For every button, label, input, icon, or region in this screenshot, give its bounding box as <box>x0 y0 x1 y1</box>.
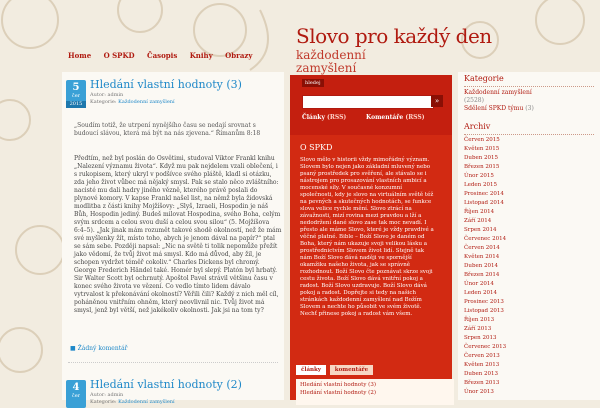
tab-articles[interactable]: články <box>296 365 326 375</box>
archive-item[interactable]: Květen 2015 <box>464 146 500 152</box>
search-badge: hledej <box>302 79 324 87</box>
post-date-year: 2015 <box>66 101 86 108</box>
main-content <box>62 72 284 405</box>
about-text: Slovo mělo v historii vždy mimořádný význam. Slovem bylo nejen jako základní mluvený nebo psaný prostředek pro svěření, ale stávalo se i nástrojem pro prosazování vlastních ambicí a mocenské síly. V současné konzumní společnosti, kdy je slovo na virtuálním světě též na pevných a skutečných hodnotách, se funkce slova velice rychle mění. Slovo ztrácí na závažnosti, mizí rovina mezi pravdou a lží a nedodržení dané slovo zase tak moc nevadí. I přesto ale máme Slovo, které je vždy pravdivé a věčné platné. Bible – Boží Slovo je daném od Boha, který nám ukazuje svoji velikou lásku a prostřednictvím Slovem život lidí. Stejně tak nám Boží Slovo dává naději ve spornější okamžiku našeho života, jak se správně rozhodnout. Boží Slovo čte poznávat skrze svoji cestu života. Boží Slovo dává vnitřní pokoj a radost. Boží Slovo uzdravuje. Boží Slovo dává pokoj a radost. Dopřejte si tedy na našich stránkách každodenní zamyšlení nad Božím Slovem a nechte ho působit ve svém životě. Nechť přinese pokoj a radost vám všem. <box>300 157 434 317</box>
rss-comments-suffix: (RSS) <box>405 114 425 121</box>
comments-link-label: Žádný komentář <box>77 345 128 352</box>
category-count: (3) <box>525 105 534 112</box>
post-title[interactable]: Hledání vlastní hodnoty (2) <box>90 378 242 391</box>
archive-item[interactable]: Duben 2013 <box>464 371 499 377</box>
archive-item[interactable]: Září 2013 <box>464 326 492 332</box>
category-item[interactable] <box>464 105 534 112</box>
archive-item[interactable]: Červen 2013 <box>464 353 500 359</box>
right-sidebar <box>458 72 600 400</box>
nav-o-spkd[interactable]: O SPKD <box>103 51 135 60</box>
site-title[interactable]: Slovo pro každý den <box>296 24 492 48</box>
archive-item[interactable]: Březen 2015 <box>464 164 500 170</box>
archive-item[interactable]: Červenec 2014 <box>464 236 507 242</box>
archive-item[interactable]: Únor 2015 <box>464 173 494 179</box>
archive-item[interactable]: Březen 2013 <box>464 380 500 386</box>
middle-panel <box>290 75 452 400</box>
rss-posts-label: Články <box>302 114 325 121</box>
search-button[interactable]: » <box>431 95 443 107</box>
post-date-badge <box>66 380 86 408</box>
archive-item[interactable]: Říjen 2014 <box>464 209 495 215</box>
site-description: každodenní zamyšlení <box>296 48 366 75</box>
archive-item[interactable]: Únor 2014 <box>464 281 494 287</box>
archive-item[interactable]: Listopad 2014 <box>464 200 504 206</box>
post-quote: „Soudím totiž, že utrpení nynějšího času se nedají srovnat s budoucí slávou, která má být na nás zjevena.“ Římanům 8:18 <box>74 122 261 137</box>
archive-item[interactable]: Červenec 2013 <box>464 344 507 350</box>
nav-home[interactable]: Home <box>68 51 92 60</box>
category-count: (2528) <box>464 97 484 104</box>
recent-posts-list <box>296 379 454 405</box>
archive-item[interactable]: Září 2014 <box>464 218 492 224</box>
rss-posts-link[interactable] <box>302 114 346 121</box>
category-name: Každodenní zamyšlení <box>464 89 532 96</box>
comments-link[interactable] <box>70 345 128 352</box>
list-item[interactable]: Hledání vlastní hodnoty (3) <box>300 382 376 388</box>
nav-knihy[interactable]: Knihy <box>189 51 213 60</box>
categories-heading: Kategorie <box>464 74 504 83</box>
rss-comments-label: Komentáře <box>366 114 404 121</box>
search-input[interactable] <box>302 95 434 109</box>
divider <box>464 134 594 135</box>
archive-item[interactable]: Říjen 2013 <box>464 317 495 323</box>
post-date-badge <box>66 80 86 108</box>
category-label: Kategorie: <box>90 399 117 405</box>
post-date-day: 5 <box>72 82 80 93</box>
rss-posts-suffix: (RSS) <box>327 114 347 121</box>
post-date-month: čer <box>71 93 81 99</box>
post-author: Autor: admin <box>90 392 124 398</box>
post-title[interactable]: Hledání vlastní hodnoty (3) <box>90 78 242 91</box>
archive-item[interactable]: Červen 2015 <box>464 137 500 143</box>
archive-item[interactable]: Srpen 2014 <box>464 227 497 233</box>
archive-item[interactable]: Květen 2014 <box>464 254 500 260</box>
archive-item[interactable]: Červen 2014 <box>464 245 500 251</box>
archive-heading: Archiv <box>464 122 491 131</box>
divider <box>464 86 594 87</box>
category-link[interactable]: Každodenní zamyšlení <box>118 399 175 405</box>
main-nav <box>68 51 262 60</box>
archive-item[interactable]: Duben 2015 <box>464 155 499 161</box>
archive-item[interactable]: Leden 2014 <box>464 290 497 296</box>
post-category <box>90 99 175 105</box>
post-body: Předtím, než byl poslán do Osvětimi, studoval Viktor Frankl knihu „Nalezení významu života“. Když mu pak nejdelem vzali oblečení, i s rukopisem, který ukryl v podšívce svého pláště, kladl si otázku, zda jeho život vůbec má nějaký smysl. Pak se stalo něco zvláštního: nacisté mu dali hadry jiného vězně, kterého právě poslali do plynové komory. V kapse Frankl našel list, na němž byla židovská modlitba z části knihy Mojžíšovy: „Slyš, Izraeli, Hospodin je náš Bůh, Hospodin jediný. Budeš milovat Hospodina, svého Boha, celým svým srdcem a celou svou duší a celou svou silou“ (5. Mojžíšova 6:4–5). „Jak jinak mám rozumět takové shodě okolností, než že mám své myšlenky žít, místo toho, abych je jenom dával na papír?“ ptal se sám sebe. Později napsal: „Nic na světě ti tolik nepomůže přežít jako vědomí, že tvůj život má smysl. Kdo má důvod, aby žil, je schopen vydržet téměř cokoliv.“ Charles Dickens byl chromý. George Frederich Händel také. Homér byl slepý. Platón byl hrbatý. Sir Walter Scott byl ochrnutý. Apoštol Pavel strávil většinu času v konec svého života ve vězení. Co vedlo tímto lidem dávalo vytrvalost k překonávání okolností? Věřili čili? Každý z nich měl cíl, poháněnou vnitřním ohněm, který neovlivnil nic. Tvůj život má smysl, jenž byl větší, než jakékoliv okolnosti. Jak jsi na tom ty? <box>74 155 282 314</box>
archive-item[interactable]: Duben 2014 <box>464 263 499 269</box>
post-date-month: čer <box>71 393 81 399</box>
archive-item[interactable]: Březen 2014 <box>464 272 500 278</box>
archive-item[interactable]: Prosinec 2014 <box>464 191 504 197</box>
nav-obrazy[interactable]: Obrazy <box>225 51 253 60</box>
rss-comments-link[interactable] <box>366 114 425 121</box>
archive-item[interactable]: Srpen 2013 <box>464 335 497 341</box>
archive-item[interactable]: Květen 2013 <box>464 362 500 368</box>
category-link[interactable]: Každodenní zamyšlení <box>118 99 175 105</box>
category-item[interactable] <box>464 89 532 96</box>
post-author: Autor: admin <box>90 92 124 98</box>
archive-item[interactable]: Listopad 2013 <box>464 308 504 314</box>
category-label: Kategorie: <box>90 99 117 105</box>
search-area <box>290 75 452 135</box>
post-divider <box>68 362 278 363</box>
tab-comments[interactable]: komentáře <box>330 365 373 375</box>
recent-tabs <box>296 365 375 375</box>
post-date-day: 4 <box>72 382 80 393</box>
archive-item[interactable]: Leden 2015 <box>464 182 497 188</box>
nav-casopis[interactable]: Časopis <box>147 51 178 60</box>
category-name: Sdělení SPKD týmu <box>464 105 524 112</box>
archive-item[interactable]: Prosinec 2013 <box>464 299 504 305</box>
archive-item[interactable]: Únor 2013 <box>464 389 494 395</box>
about-heading: O SPKD <box>300 143 333 152</box>
archive-list <box>464 136 594 397</box>
list-item[interactable]: Hledání vlastní hodnoty (2) <box>300 390 376 396</box>
comment-icon: ■ <box>70 345 76 352</box>
